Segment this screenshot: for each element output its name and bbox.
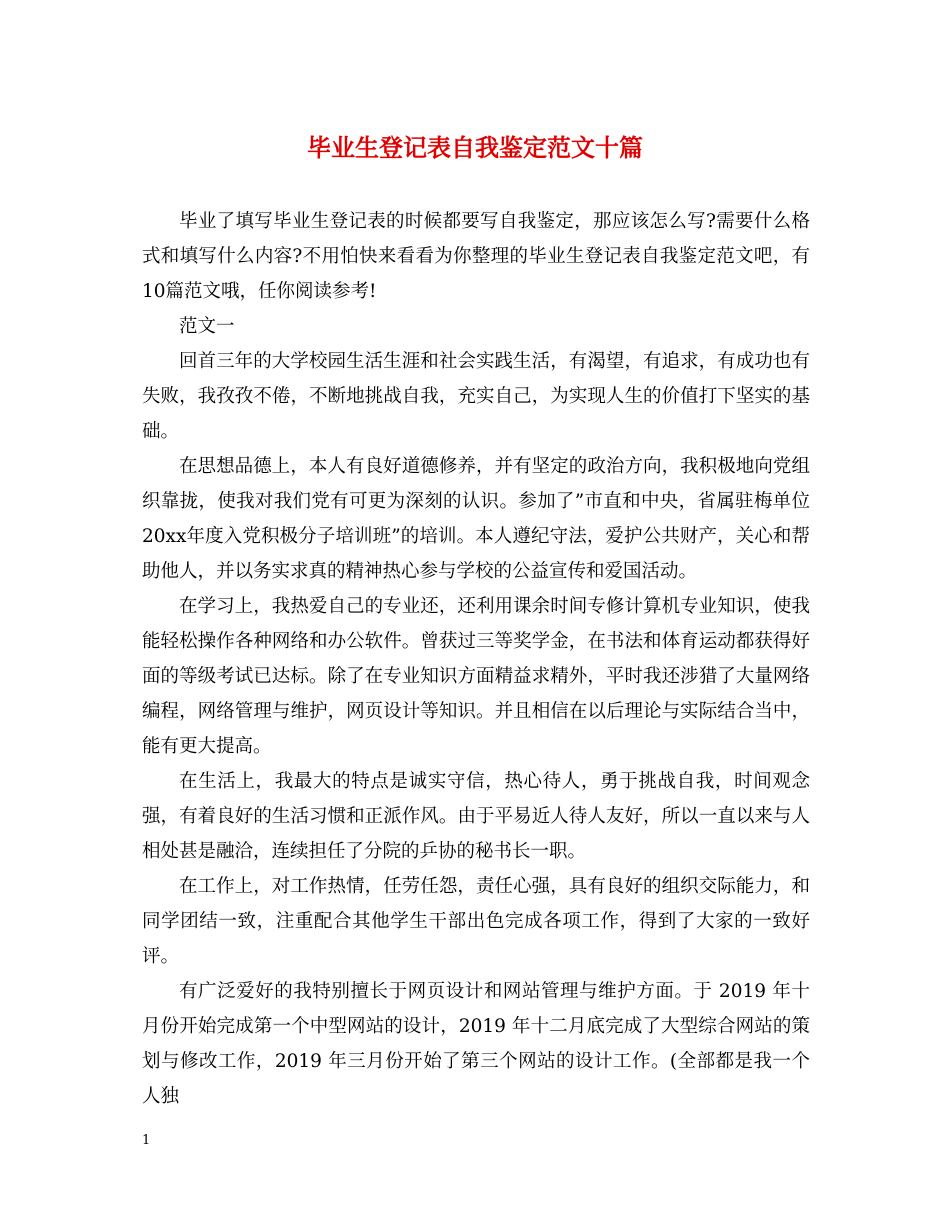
body-paragraph: 回首三年的大学校园生活生涯和社会实践生活，有渴望，有追求，有成功也有失败，我孜孜不倦，不断地挑战自我，充实自己，为实现人生的价值打下坚实的基础。 [142,351,810,442]
section-heading-sample-one: 范文一 [179,316,235,337]
document-title: 毕业生登记表自我鉴定范文十篇 [307,134,643,162]
body-paragraph: 在工作上，对工作热情，任劳任怨，责任心强，具有良好的组织交际能力，和同学团结一致，注重配合其他学生干部出色完成各项工作，得到了大家的一致好评。 [142,876,810,967]
document-body [142,204,810,1114]
body-paragraph: 在思想品德上，本人有良好道德修养，并有坚定的政治方向，我积极地向党组织靠拢，使我对我们党有可更为深刻的认识。参加了”市直和中央，省属驻梅单位20xx年度入党积极分子培训班”的培训。本人遵纪守法，爱护公共财产，关心和帮助他人，并以务实求真的精神热心参与学校的公益宣传和爱国活动。 [142,456,810,582]
intro-paragraph: 毕业了填写毕业生登记表的时候都要写自我鉴定，那应该怎么写?需要什么格式和填写什么内容?不用怕快来看看为你整理的毕业生登记表自我鉴定范文吧，有10篇范文哦，任你阅读参考! [142,211,810,302]
body-paragraph: 有广泛爱好的我特别擅长于网页设计和网站管理与维护方面。于 2019 年十月份开始完成第一个中型网站的设计，2019 年十二月底完成了大型综合网站的策划与修改工作，2019 年三月份开始了第三个网站的设计工作。(全部都是我一个人独 [142,981,810,1107]
page-number: 1 [142,1133,151,1148]
body-paragraph: 在生活上，我最大的特点是诚实守信，热心待人，勇于挑战自我，时间观念强，有着良好的生活习惯和正派作风。由于平易近人待人友好，所以一直以来与人相处甚是融洽，连续担任了分院的乒协的秘书长一职。 [142,771,810,862]
body-paragraph: 在学习上，我热爱自己的专业还，还利用课余时间专修计算机专业知识，使我能轻松操作各种网络和办公软件。曾获过三等奖学金，在书法和体育运动都获得好 面的等级考试已达标。除了在专业知识方面精益求精外，平时我还涉猎了大量网络编程，网络管理与维护，网页设计等知识。并且相信在以后理论与实际结合当中，能有更大提高。 [142,596,810,757]
